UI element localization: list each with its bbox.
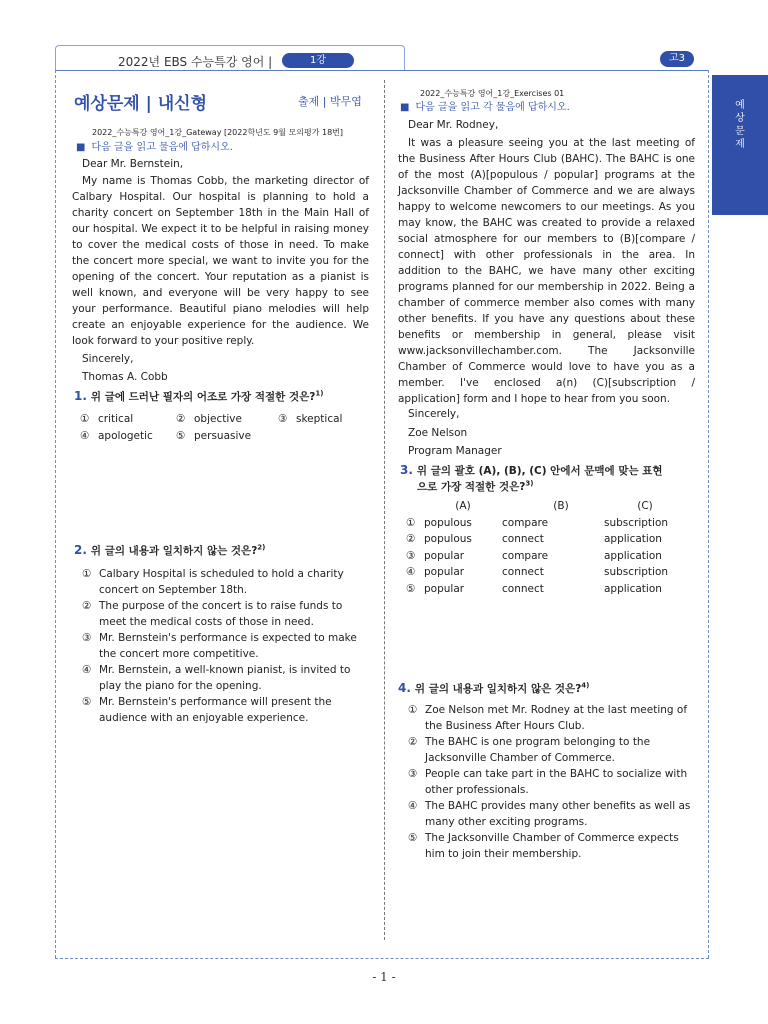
option-text: Calbary Hospital is scheduled to hold a charity concert on September 18th. <box>99 568 344 596</box>
grade-badge: 고3 <box>660 51 694 67</box>
table-cell: connect <box>502 566 544 578</box>
option-number: ② <box>176 413 186 425</box>
option-number: ④ <box>408 800 418 812</box>
option-text: persuasive <box>194 430 252 442</box>
option-text: The BAHC is one program belonging to the Jacksonville Chamber of Commerce. <box>425 736 651 764</box>
table-cell: application <box>604 533 662 545</box>
column-header: (A) <box>455 500 471 512</box>
instruction <box>400 98 570 113</box>
passage-text: It was a pleasure seeing you at the last meeting of the Business After Hours Club (BAHC). The BAHC is one of the most (A)[populous / popular] programs at the Jacksonville Chamber of Commerce and we are always happy to welcome newcomers to our meetings. As you may know, the BAHC was created to provide a relaxed social atmosphere for our members to (B)[compare / connect] with other professionals in the area. In addition to the BAHC, we have many other exciting programs planned for our membership in 2022. Being a chamber of commerce member also comes with many other benefits. If you have any questions about these benefits or membership in general, please visit www.jacksonvillechamber.com. The Jacksonville Chamber of Commerce would love to have you as a member. I've enclosed a(n) (C)[subscription / application] form and I hope to hear from you soon. <box>398 137 695 405</box>
answer-option[interactable] <box>82 598 370 630</box>
answer-table <box>406 498 690 597</box>
question-1 <box>74 389 323 404</box>
signature-name: Zoe Nelson <box>408 427 468 439</box>
answer-option[interactable] <box>80 428 153 444</box>
option-text: Mr. Bernstein, a well-known pianist, is invited to play the piano for the opening. <box>99 664 351 692</box>
option-number: ③ <box>406 549 416 562</box>
answer-option[interactable] <box>176 411 242 427</box>
answer-option[interactable] <box>408 798 696 830</box>
question-4 <box>398 681 589 696</box>
table-header-row <box>406 498 690 515</box>
table-cell: subscription <box>604 566 669 578</box>
option-number: ④ <box>80 430 90 442</box>
option-number: ③ <box>278 413 288 425</box>
option-number: ① <box>408 704 418 716</box>
option-number: ⑤ <box>176 430 186 442</box>
question-text: 위 글의 내용과 일치하지 않는 것은? <box>90 545 258 557</box>
option-number: ④ <box>406 566 416 578</box>
table-cell: connect <box>502 582 544 595</box>
table-row[interactable] <box>406 581 690 598</box>
answer-option[interactable] <box>408 830 696 862</box>
table-row[interactable] <box>406 564 690 581</box>
passage <box>72 173 369 349</box>
square-bullet-icon: ■ <box>76 142 86 153</box>
closing: Sincerely, <box>408 408 460 420</box>
source-label: 2022_수능특강 영어_1강_Exercises 01 <box>420 89 565 98</box>
author-credit: 출제 | 박무엽 <box>298 95 362 108</box>
salutation: Dear Mr. Bernstein, <box>82 158 184 170</box>
table-cell: compare <box>502 549 549 562</box>
option-text: Mr. Bernstein's performance will present the audience with an enjoyable experience. <box>99 696 332 724</box>
question-number: 4. <box>398 681 411 695</box>
instruction-text: 다음 글을 읽고 물음에 답하시오. <box>91 142 233 153</box>
option-text: The BAHC provides many other benefits as well as many other exciting programs. <box>425 800 691 828</box>
answer-option[interactable] <box>82 662 370 694</box>
answer-option[interactable] <box>408 702 696 734</box>
option-text: skeptical <box>296 413 343 425</box>
table-row[interactable] <box>406 548 690 565</box>
column-divider <box>384 80 385 940</box>
question-2 <box>74 543 265 558</box>
option-number: ① <box>406 516 416 529</box>
option-number: ⑤ <box>406 582 416 595</box>
table-cell: populous <box>424 533 472 545</box>
question-4-options <box>408 702 696 862</box>
table-cell: popular <box>424 549 465 562</box>
answer-option[interactable] <box>82 566 370 598</box>
answer-option[interactable] <box>408 734 696 766</box>
square-bullet-icon: ■ <box>400 102 410 113</box>
option-text: Mr. Bernstein's performance is expected to make the concert more competitive. <box>99 632 357 660</box>
table-row[interactable] <box>406 515 690 532</box>
table-cell: application <box>604 582 662 595</box>
frame-left-border <box>55 70 56 958</box>
option-number: ③ <box>82 632 92 644</box>
option-text: Zoe Nelson met Mr. Rodney at the last meeting of the Business After Hours Club. <box>425 704 688 732</box>
option-number: ② <box>82 600 92 612</box>
question-text: 위 글에 드러난 필자의 어조로 가장 적절한 것은? <box>90 391 316 403</box>
instruction <box>76 138 233 153</box>
footnote-ref: 3) <box>525 479 534 488</box>
lesson-badge: 1강 <box>282 53 354 68</box>
option-text: People can take part in the BAHC to socialize with other professionals. <box>425 768 688 796</box>
side-tab-label: 예 상 문 제 <box>735 100 745 150</box>
option-number: ① <box>80 413 90 425</box>
option-text: apologetic <box>98 430 153 442</box>
source-label: 2022_수능특강 영어_1강_Gateway [2022학년도 9월 모의평가 18번] <box>92 128 344 137</box>
instruction-text: 다음 글을 읽고 각 물음에 답하시오. <box>415 102 570 113</box>
option-number: ② <box>406 533 416 545</box>
question-2-options <box>82 566 370 726</box>
table-row[interactable] <box>406 531 690 548</box>
table-cell: populous <box>424 516 472 529</box>
question-3-line2 <box>417 479 533 494</box>
option-text: The Jacksonville Chamber of Commerce expects him to join their membership. <box>425 832 679 860</box>
frame-bottom-border <box>55 958 709 959</box>
question-text: 위 글의 내용과 일치하지 않은 것은? <box>414 683 582 695</box>
question-number: 3. <box>400 463 413 477</box>
answer-option[interactable] <box>278 411 342 427</box>
question-number: 1. <box>74 389 87 403</box>
question-text: 으로 가장 적절한 것은? <box>417 481 526 493</box>
footnote-ref: 4) <box>581 681 590 690</box>
table-cell: compare <box>502 516 549 529</box>
answer-option[interactable] <box>82 630 370 662</box>
closing: Sincerely, <box>82 353 134 365</box>
question-text: 위 글의 괄호 (A), (B), (C) 안에서 문맥에 맞는 표현 <box>416 465 663 477</box>
section-title: 예상문제 | 내신형 <box>74 94 207 114</box>
option-text: objective <box>194 413 242 425</box>
option-number: ⑤ <box>82 696 92 708</box>
answer-option[interactable] <box>408 766 696 798</box>
option-text: The purpose of the concert is to raise funds to meet the medical costs of those in need. <box>99 600 343 628</box>
table-cell: connect <box>502 533 544 545</box>
page-number: - 1 - <box>372 970 396 984</box>
question-number: 2. <box>74 543 87 557</box>
salutation: Dear Mr. Rodney, <box>408 119 499 131</box>
table-cell: subscription <box>604 516 669 529</box>
signature: Thomas A. Cobb <box>82 371 168 383</box>
footnote-ref: 1) <box>315 389 324 398</box>
column-header: (B) <box>553 500 569 512</box>
footnote-ref: 2) <box>257 543 266 552</box>
option-number: ① <box>82 568 92 580</box>
option-number: ④ <box>82 664 92 676</box>
table-cell: popular <box>424 566 465 578</box>
passage-text: My name is Thomas Cobb, the marketing director of Calbary Hospital. Our hospital is planning to hold a charity concert on September 18th in the Main Hall of our hospital. We expect it to be helpful in raising money to cover the medical costs of those in need. To make the concert more special, we want to invite you for the opening of the concert. Your reputation as a pianist is well known, and everyone will be very happy to see your performance. Beautiful piano melodies will help create an enjoyable experience for the audience. We look forward to your positive reply. <box>72 175 369 347</box>
option-number: ③ <box>408 768 418 780</box>
table-cell: application <box>604 549 662 562</box>
passage <box>398 135 695 407</box>
answer-option[interactable] <box>82 694 370 726</box>
option-number: ② <box>408 736 418 748</box>
option-text: critical <box>98 413 134 425</box>
question-3 <box>400 463 663 478</box>
header-title: 2022년 EBS 수능특강 영어 | <box>118 55 273 69</box>
option-number: ⑤ <box>408 832 418 844</box>
table-cell: popular <box>424 582 465 595</box>
column-header: (C) <box>637 500 653 512</box>
side-tab <box>712 75 768 215</box>
answer-option[interactable] <box>176 428 251 444</box>
frame-right-border <box>708 70 709 958</box>
answer-option[interactable] <box>80 411 133 427</box>
signature-title: Program Manager <box>408 445 502 457</box>
header-rule <box>55 70 709 71</box>
